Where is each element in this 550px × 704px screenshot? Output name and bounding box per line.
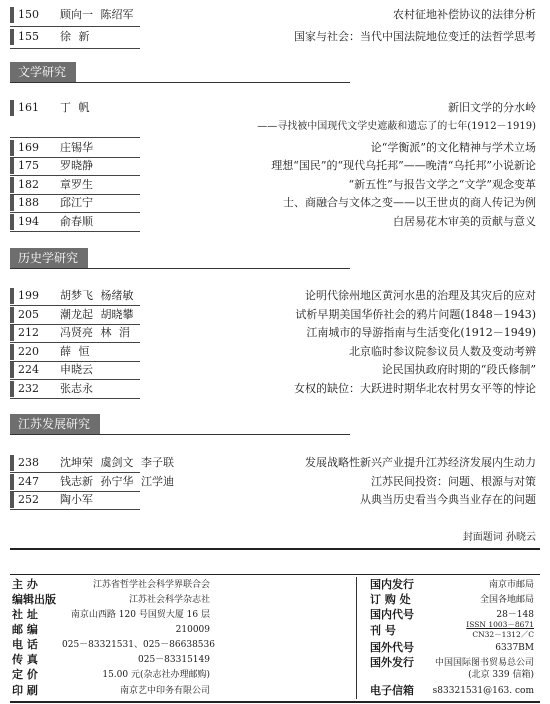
imprint-label: 邮 编 <box>12 623 38 636</box>
page-number: 252 <box>18 493 39 506</box>
imprint-top-rule <box>10 548 540 550</box>
imprint-value: 28－148 <box>496 610 534 620</box>
toc-row <box>0 29 550 47</box>
authors: 薛 恒 <box>60 345 90 358</box>
imprint-bottom-rule <box>10 701 540 703</box>
imprint-value: 025－83321531、025－86638536 <box>62 640 215 650</box>
imprint-label: 社 址 <box>12 608 38 621</box>
page-number: 224 <box>18 363 39 376</box>
row-underline <box>10 48 140 49</box>
row-underline <box>10 231 140 232</box>
section-header: 江苏发展研究 <box>10 414 100 434</box>
page-number: 194 <box>18 215 39 228</box>
imprint-value: 全国各地邮局 <box>479 595 534 605</box>
authors: 丁 帆 <box>60 101 90 114</box>
imprint-value: (北京 339 信箱) <box>468 670 534 680</box>
article-title[interactable]: 农村征地补偿协议的法律分析 <box>393 8 536 21</box>
imprint-value: 6337BM <box>495 643 534 653</box>
authors: 章罗生 <box>60 178 93 191</box>
imprint-value: 江苏省哲学社会科学界联合会 <box>92 580 210 590</box>
imprint-divider <box>356 577 357 699</box>
row-marker <box>10 214 14 230</box>
article-title[interactable]: 国家与社会：当代中国法院地位变迁的法哲学思考 <box>294 30 536 43</box>
authors: 胡梦飞 杨绪敏 <box>60 289 134 302</box>
toc-row <box>0 158 550 176</box>
row-underline <box>10 379 140 380</box>
row-marker <box>10 100 14 116</box>
imprint-label: 电子信箱 <box>370 684 414 697</box>
imprint-label: 印 刷 <box>12 684 38 697</box>
imprint-label: 国外代号 <box>370 641 414 654</box>
row-underline <box>10 398 140 399</box>
row-marker <box>10 492 14 508</box>
article-title[interactable]: 江苏民间投资：问题、根源与对策 <box>371 475 536 488</box>
article-title[interactable]: 新旧文学的分水岭 <box>448 101 536 114</box>
imprint-label: 电 话 <box>12 638 38 651</box>
cover-credit: 封面题词 孙晓云 <box>462 532 536 543</box>
page-number: 175 <box>18 159 39 172</box>
row-underline <box>10 509 140 510</box>
row-marker <box>10 307 14 323</box>
row-marker <box>10 474 14 490</box>
row-marker <box>10 140 14 156</box>
imprint-label: 国内代号 <box>370 608 414 621</box>
toc-row <box>0 7 550 25</box>
row-marker <box>10 344 14 360</box>
imprint-value: 江苏社会科学杂志社 <box>128 595 210 605</box>
article-title[interactable]: 论“学衡派”的文化精神与学术立场 <box>370 141 536 154</box>
imprint-label: 编辑出版 <box>12 593 56 606</box>
toc-row <box>0 381 550 399</box>
toc-row <box>0 455 550 473</box>
page-number: 247 <box>18 475 39 488</box>
article-title[interactable]: 士、商融合与文体之变——以王世贞的商人传记为例 <box>283 196 536 209</box>
article-subtitle: ——寻找被中国现代文学史遮蔽和遗忘了的七年(1912－1919) <box>257 121 536 132</box>
authors: 潮龙起 胡晓攀 <box>60 308 134 321</box>
article-title[interactable]: 论民国执政府时期的“段氏修制” <box>381 363 536 376</box>
authors: 徐 新 <box>60 30 90 43</box>
authors: 邱江宁 <box>60 196 93 209</box>
article-title[interactable]: 理想“国民”的“现代乌托邦”——晚清“乌托邦”小说新论 <box>271 159 536 172</box>
toc-row <box>0 362 550 380</box>
authors: 庄锡华 <box>60 141 93 154</box>
imprint-value: 中国国际图书贸易总公司 <box>434 658 534 668</box>
row-underline <box>10 26 140 27</box>
row-underline <box>10 472 140 473</box>
page-number: 199 <box>18 289 39 302</box>
article-title[interactable]: 论明代徐州地区黄河水患的治理及其灾后的应对 <box>305 289 536 302</box>
row-marker <box>10 381 14 397</box>
issn: ISSN 1003－8671 <box>466 620 534 629</box>
page-number: 161 <box>18 101 39 114</box>
imprint-label: 定 价 <box>12 668 38 681</box>
imprint-value: 南京艺中印务有限公司 <box>119 686 210 696</box>
row-underline <box>10 342 140 343</box>
page-number: 188 <box>18 196 39 209</box>
imprint-rule <box>10 574 540 575</box>
article-title[interactable]: 江南城市的导游指南与生活变化(1912－1949) <box>306 326 536 339</box>
authors: 冯贤亮 林 涓 <box>60 326 130 339</box>
toc-row <box>0 100 550 118</box>
row-underline <box>10 137 140 138</box>
section-header: 文学研究 <box>10 62 76 82</box>
section-rule <box>10 82 350 83</box>
imprint-value: 15.00 元(杂志社办理邮购) <box>102 670 210 680</box>
article-title[interactable]: 试析早期美国华侨社会的鸦片问题(1848－1943) <box>295 308 536 321</box>
toc-row <box>0 140 550 158</box>
row-marker <box>10 455 14 471</box>
authors: 俞春顺 <box>60 215 93 228</box>
page-number: 232 <box>18 382 39 395</box>
article-title[interactable]: 白居易花木审美的贡献与意义 <box>393 215 536 228</box>
toc-row <box>0 492 550 510</box>
page-number: 169 <box>18 141 39 154</box>
page-number: 220 <box>18 345 39 358</box>
article-title[interactable]: 女权的缺位：大跃进时期华北农村男女平等的悖论 <box>294 382 536 395</box>
authors: 沈坤荣 虞剑文 李子联 <box>60 456 174 469</box>
page-number: 150 <box>18 8 39 21</box>
article-title[interactable]: 发展战略性新兴产业提升江苏经济发展内生动力 <box>305 456 536 469</box>
imprint-label: 刊 号 <box>370 624 396 637</box>
section-rule <box>10 434 350 435</box>
imprint-label: 传 真 <box>12 653 38 666</box>
toc-row <box>0 307 550 325</box>
page-number: 205 <box>18 308 39 321</box>
toc-row <box>0 195 550 213</box>
imprint-value: 南京山西路 120 号国贸大厦 16 层 <box>70 610 210 620</box>
imprint-label: 国外发行 <box>370 656 414 669</box>
imprint-value: 025－83315149 <box>138 655 210 665</box>
imprint-label: 主 办 <box>12 578 38 591</box>
page-number: 212 <box>18 326 39 339</box>
toc-row <box>0 177 550 195</box>
row-marker <box>10 325 14 341</box>
section-header: 历史学研究 <box>10 248 88 268</box>
authors: 顾向一 陈绍军 <box>60 8 134 21</box>
page-number: 155 <box>18 30 39 43</box>
authors: 钱志新 孙宁华 江学迪 <box>60 475 174 488</box>
toc-row <box>0 288 550 306</box>
row-underline <box>10 175 140 176</box>
toc-row <box>0 344 550 362</box>
authors: 张志永 <box>60 382 93 395</box>
toc-row <box>0 325 550 343</box>
row-marker <box>10 195 14 211</box>
email-address[interactable]: s83321531@163. com <box>432 686 534 696</box>
row-marker <box>10 288 14 304</box>
toc-row <box>0 474 550 492</box>
article-title[interactable]: 北京临时参议院参议员人数及变动考辨 <box>349 345 536 358</box>
toc-row <box>0 214 550 232</box>
authors: 申晓云 <box>60 363 93 376</box>
row-marker <box>10 362 14 378</box>
imprint-label: 国内发行 <box>370 578 414 591</box>
imprint-label: 订 购 处 <box>370 593 411 606</box>
row-marker <box>10 29 14 45</box>
row-marker <box>10 158 14 174</box>
section-rule <box>10 268 350 269</box>
authors: 罗晓静 <box>60 159 93 172</box>
row-underline <box>10 212 140 213</box>
cn-number: CN32－1312／C <box>472 630 534 639</box>
page-number: 182 <box>18 178 39 191</box>
row-marker <box>10 7 14 23</box>
page-number: 238 <box>18 456 39 469</box>
article-title[interactable]: 从典当历史看当今典当业存在的问题 <box>360 493 536 506</box>
imprint-value: 南京市邮局 <box>488 580 534 590</box>
article-title[interactable]: “新五性”与报告文学之“文学”观念变革 <box>348 178 536 191</box>
imprint-value: 210009 <box>175 625 210 635</box>
row-underline <box>10 305 140 306</box>
authors: 陶小军 <box>60 493 93 506</box>
row-marker <box>10 177 14 193</box>
